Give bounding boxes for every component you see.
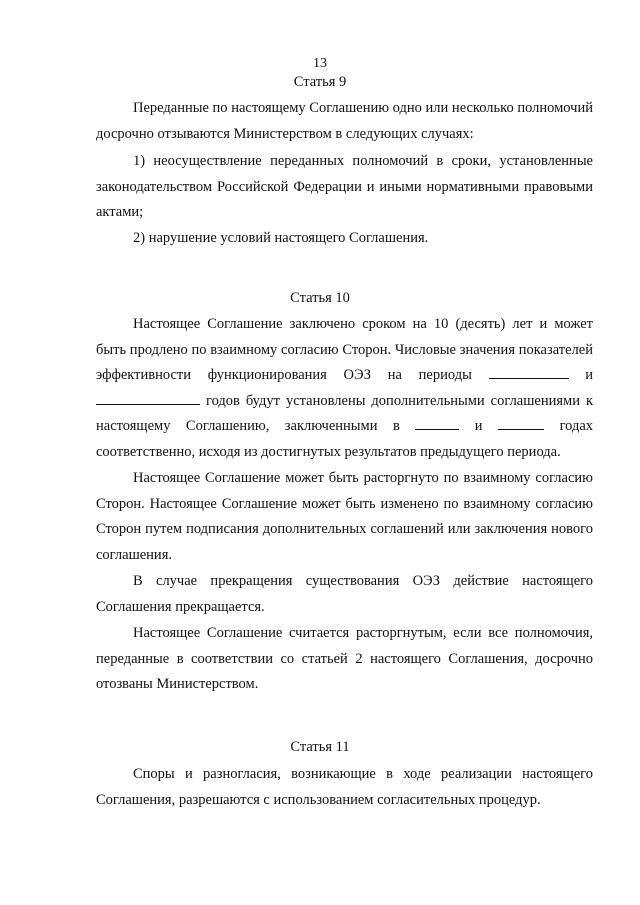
- article-9-paragraph-1: Переданные по настоящему Соглашению одно или несколько полномочий досрочно отзываются Министерством в следующих случаях:: [96, 100, 593, 142]
- article-11-paragraph-1: Споры и разногласия, возникающие в ходе реализации настоящего Соглашения, разрешаются с использованием согласительных процедур.: [96, 766, 593, 808]
- article-10-p1-text-e: годах соответственно, исходя из достигнутых результатов предыдущего периода.: [96, 418, 594, 460]
- blank-year-2: [498, 417, 544, 430]
- article-10-paragraph-1: [96, 312, 593, 466]
- blank-period-2: [96, 392, 200, 405]
- article-10-paragraph-2: Настоящее Соглашение может быть расторгнуто по взаимному согласию Сторон. Настоящее Соглашение может быть изменено по взаимному согласию Сторон путем подписания дополнительных соглашений или заключения нового соглашения.: [96, 470, 593, 563]
- article-11-title: Статья 11: [290, 739, 350, 755]
- page-number: 13: [313, 56, 327, 71]
- blank-year-1: [415, 417, 459, 430]
- article-10-p1-text-a: Настоящее Соглашение заключено сроком на 10 (десять) лет и может быть продлено по взаимному согласию Сторон. Числовые значения показателей эффективности функционирования ОЭЗ на периоды: [96, 316, 593, 384]
- article-10-title: Статья 10: [290, 290, 350, 306]
- article-10-paragraph-3: В случае прекращения существования ОЭЗ действие настоящего Соглашения прекращается.: [96, 573, 593, 615]
- article-10-p1-text-b: и: [585, 367, 594, 384]
- blank-period-1: [489, 366, 569, 379]
- article-9-paragraph-3: 2) нарушение условий настоящего Соглашения.: [133, 230, 429, 246]
- article-9-title: Статья 9: [293, 74, 347, 90]
- article-9-paragraph-2: 1) неосуществление переданных полномочий в сроки, установленные законодательством Российской Федерации и иными нормативными правовыми актами;: [96, 153, 593, 221]
- article-10-p1-text-d: и: [474, 418, 483, 435]
- article-10-p1-text-c: годов будут установлены дополнительными соглашениями к настоящему Соглашению, заключенными в: [96, 392, 593, 435]
- article-10-paragraph-4: Настоящее Соглашение считается расторгнутым, если все полномочия, переданные в соответствии со статьей 2 настоящего Соглашения, досрочно отозваны Министерством.: [96, 625, 593, 693]
